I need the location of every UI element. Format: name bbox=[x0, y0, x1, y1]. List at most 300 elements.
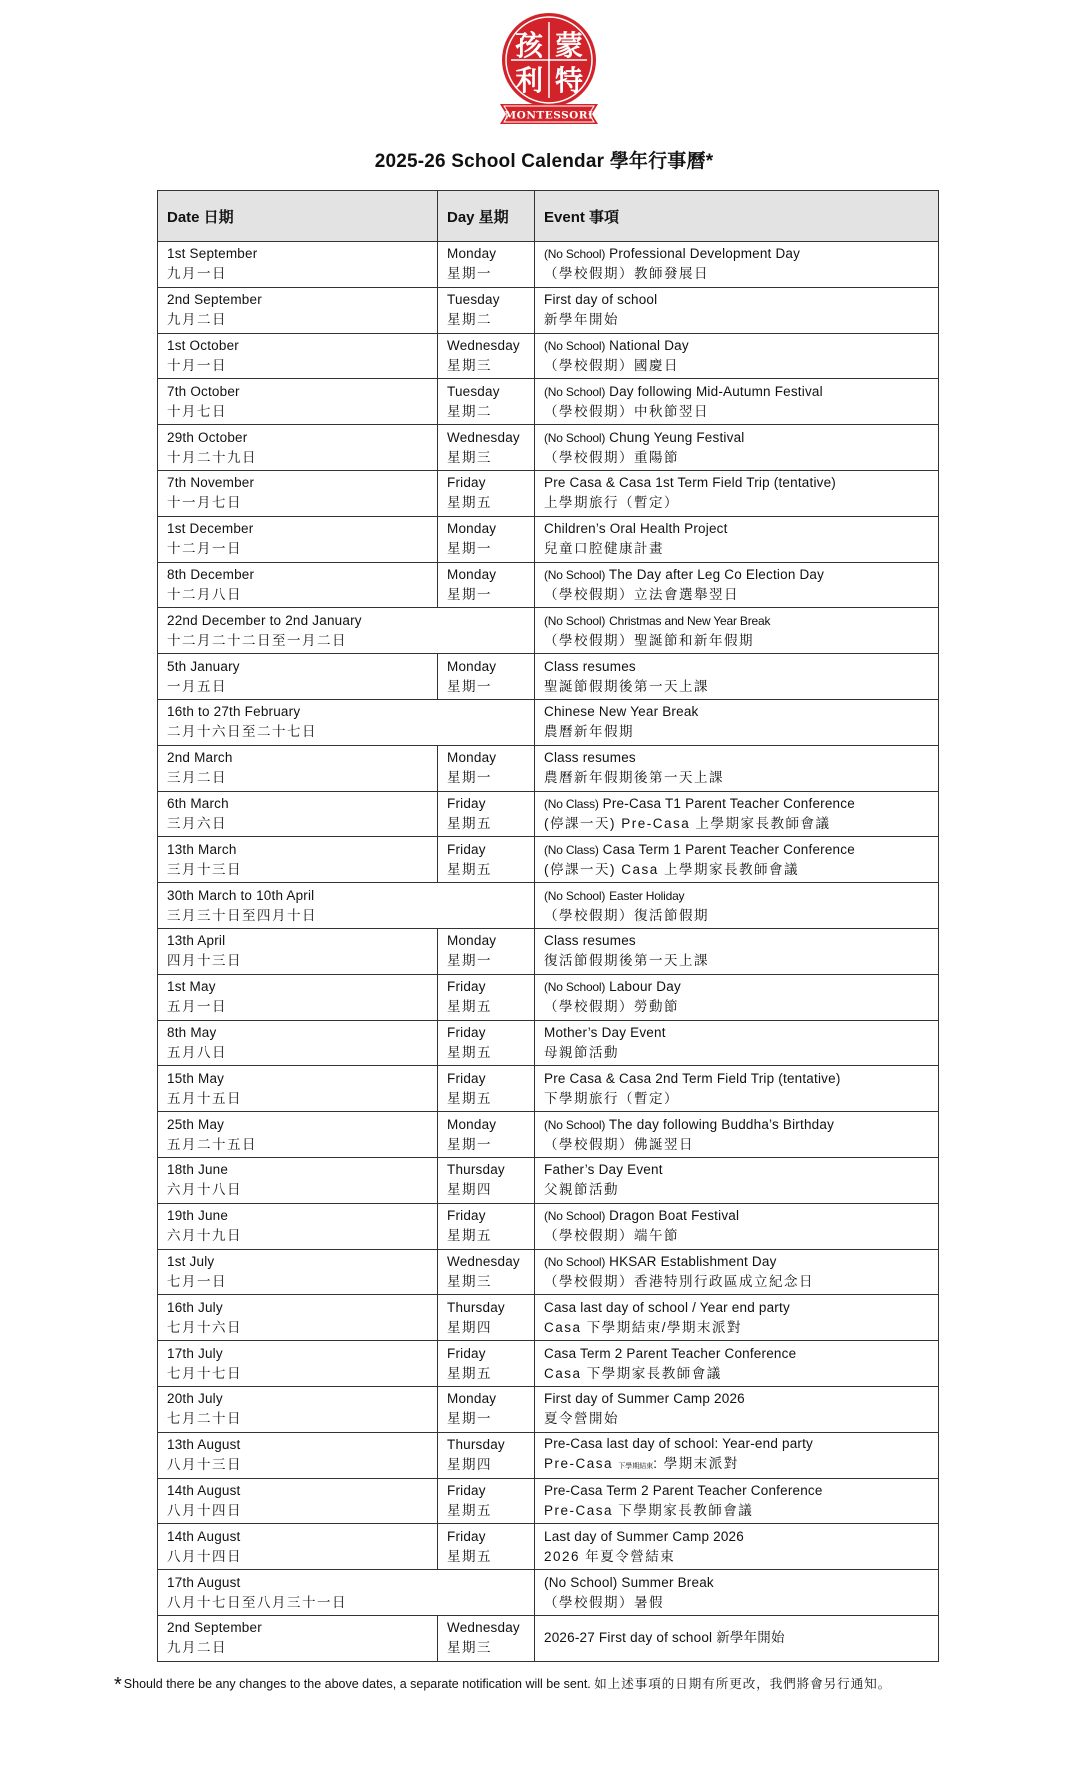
event-english-line bbox=[544, 428, 929, 448]
event-cell bbox=[535, 1112, 939, 1158]
event-tag: (No School) bbox=[544, 567, 606, 582]
day-content bbox=[447, 519, 525, 559]
day-chinese: 星期四 bbox=[447, 1319, 492, 1335]
date-cell bbox=[158, 1203, 438, 1249]
day-content bbox=[447, 1435, 525, 1475]
event-english-line bbox=[544, 1628, 929, 1648]
date-english: 14th August bbox=[167, 1528, 241, 1544]
day-english: Monday bbox=[447, 566, 497, 582]
logo-char: 利 bbox=[514, 64, 544, 97]
date-english: 16th to 27th February bbox=[167, 704, 301, 720]
date-cell bbox=[158, 1524, 438, 1570]
date-english: 7th November bbox=[167, 475, 255, 491]
event-chinese: （學校假期）立法會選舉翌日 bbox=[544, 586, 739, 602]
date-chinese: 三月十三日 bbox=[167, 861, 242, 877]
day-chinese: 星期五 bbox=[447, 1365, 492, 1381]
logo-char: 特 bbox=[554, 64, 584, 97]
event-english: Chung Yeung Festival bbox=[609, 429, 745, 445]
event-cell bbox=[535, 562, 939, 608]
day-cell bbox=[438, 1524, 535, 1570]
day-english: Thursday bbox=[447, 1162, 505, 1178]
day-chinese: 星期一 bbox=[447, 541, 492, 557]
day-english: Wednesday bbox=[447, 337, 520, 353]
date-cell bbox=[158, 1386, 438, 1432]
date-chinese: 四月十三日 bbox=[167, 953, 242, 969]
event-content bbox=[544, 1023, 929, 1063]
date-english: 2nd March bbox=[167, 750, 233, 766]
date-content bbox=[167, 1573, 525, 1613]
day-content bbox=[447, 382, 525, 422]
calendar-row bbox=[158, 608, 939, 654]
event-tag: (No School) bbox=[544, 613, 606, 628]
event-chinese: (停課一天) Casa 上學期家長教師會議 bbox=[544, 861, 800, 877]
date-english: 29th October bbox=[167, 429, 248, 445]
day-cell bbox=[438, 837, 535, 883]
day-chinese: 星期五 bbox=[447, 1502, 492, 1518]
calendar-row bbox=[158, 470, 939, 516]
day-content bbox=[447, 748, 525, 788]
day-english: Monday bbox=[447, 1391, 497, 1407]
date-english: 8th May bbox=[167, 1024, 217, 1040]
day-chinese: 星期五 bbox=[447, 1228, 492, 1244]
date-cell bbox=[158, 791, 438, 837]
date-chinese: 八月十四日 bbox=[167, 1502, 242, 1518]
date-chinese: 十二月八日 bbox=[167, 586, 242, 602]
day-content bbox=[447, 794, 525, 834]
footnote-star: * bbox=[114, 1674, 122, 1696]
date-english: 1st May bbox=[167, 979, 216, 995]
date-english: 13th April bbox=[167, 933, 226, 949]
day-cell bbox=[438, 333, 535, 379]
day-content bbox=[447, 1527, 525, 1567]
day-content bbox=[447, 473, 525, 513]
date-chinese: 三月三十日至四月十日 bbox=[167, 907, 317, 923]
date-chinese: 十一月七日 bbox=[167, 495, 242, 511]
calendar-row bbox=[158, 928, 939, 974]
date-english: 22nd December to 2nd January bbox=[167, 612, 362, 628]
calendar-row bbox=[158, 1066, 939, 1112]
calendar-row bbox=[158, 1203, 939, 1249]
calendar-row bbox=[158, 1295, 939, 1341]
date-english: 25th May bbox=[167, 1116, 225, 1132]
date-english: 18th June bbox=[167, 1162, 229, 1178]
event-english: Mother’s Day Event bbox=[544, 1024, 666, 1040]
event-content bbox=[544, 886, 929, 926]
date-cell bbox=[158, 837, 438, 883]
date-content bbox=[167, 473, 428, 513]
event-english-line bbox=[544, 1252, 929, 1272]
event-english: Class resumes bbox=[544, 750, 636, 766]
event-content bbox=[544, 473, 929, 513]
day-content bbox=[447, 931, 525, 971]
event-english-line bbox=[544, 1527, 929, 1547]
calendar-row bbox=[158, 516, 939, 562]
event-chinese: （學校假期）中秋節翌日 bbox=[544, 403, 709, 419]
date-chinese: 七月十七日 bbox=[167, 1365, 242, 1381]
day-content bbox=[447, 1115, 525, 1155]
event-chinese: 2026 年夏令營結束 bbox=[544, 1548, 676, 1564]
event-cell bbox=[535, 1341, 939, 1387]
event-english-line bbox=[544, 1023, 929, 1043]
date-english: 8th December bbox=[167, 566, 255, 582]
day-english: Thursday bbox=[447, 1299, 505, 1315]
event-chinese: (停課一天) Pre-Casa 上學期家長教師會議 bbox=[544, 815, 831, 831]
calendar-row bbox=[158, 1112, 939, 1158]
event-tag: (No Class) bbox=[544, 842, 599, 857]
event-english-line bbox=[544, 244, 929, 264]
day-chinese: 星期四 bbox=[447, 1457, 492, 1473]
event-english: Casa Term 2 Parent Teacher Conference bbox=[544, 1345, 797, 1361]
event-english: Casa last day of school / Year end party bbox=[544, 1299, 790, 1315]
event-cell bbox=[535, 242, 939, 288]
date-content bbox=[167, 565, 428, 605]
event-english: 2026-27 First day of school 新學年開始 bbox=[544, 1630, 785, 1646]
calendar-row bbox=[158, 1524, 939, 1570]
event-content bbox=[544, 1206, 929, 1246]
event-english-line bbox=[544, 1069, 929, 1089]
day-cell bbox=[438, 470, 535, 516]
event-tag: (No School) bbox=[544, 338, 606, 353]
event-chinese: 兒童口腔健康計畫 bbox=[544, 541, 664, 557]
event-content bbox=[544, 1344, 929, 1384]
calendar-table bbox=[157, 190, 939, 1662]
day-english: Friday bbox=[447, 841, 486, 857]
event-english-line bbox=[544, 1206, 929, 1226]
day-cell bbox=[438, 791, 535, 837]
event-tag: (No School) bbox=[544, 430, 606, 445]
event-chinese: Pre-Casa 下學期家長教師會議 bbox=[544, 1502, 754, 1518]
day-content bbox=[447, 1344, 525, 1384]
event-english: The Day after Leg Co Election Day bbox=[608, 566, 825, 582]
event-chinese: : 學期末派對 bbox=[653, 1455, 739, 1471]
event-english: Last day of Summer Camp 2026 bbox=[544, 1528, 744, 1544]
day-english: Friday bbox=[447, 795, 486, 811]
day-content bbox=[447, 1069, 525, 1109]
day-chinese: 星期三 bbox=[447, 357, 492, 373]
event-chinese: Casa 下學期結束/學期末派對 bbox=[544, 1319, 743, 1335]
event-cell bbox=[535, 1020, 939, 1066]
day-content bbox=[447, 840, 525, 880]
event-cell bbox=[535, 974, 939, 1020]
date-content bbox=[167, 519, 428, 559]
day-chinese: 星期二 bbox=[447, 312, 492, 328]
date-english: 16th July bbox=[167, 1299, 223, 1315]
event-english-line bbox=[544, 886, 929, 906]
event-english: Children’s Oral Health Project bbox=[544, 521, 728, 537]
day-cell bbox=[438, 974, 535, 1020]
date-chinese: 三月二日 bbox=[167, 770, 227, 786]
date-english: 1st October bbox=[167, 337, 239, 353]
logo-banner-text: MONTESSORI bbox=[504, 109, 594, 122]
event-chinese: Casa 下學期家長教師會議 bbox=[544, 1365, 722, 1381]
event-cell bbox=[535, 1066, 939, 1112]
date-content bbox=[167, 1160, 428, 1200]
day-cell bbox=[438, 562, 535, 608]
event-content bbox=[544, 336, 929, 376]
date-english: 1st September bbox=[167, 246, 258, 262]
event-content bbox=[544, 1115, 929, 1155]
calendar-row bbox=[158, 242, 939, 288]
event-english: HKSAR Establishment Day bbox=[609, 1253, 777, 1269]
day-content bbox=[447, 565, 525, 605]
event-english-line bbox=[544, 840, 929, 860]
date-content bbox=[167, 1115, 428, 1155]
event-tag: (No School) bbox=[544, 247, 606, 262]
event-chinese: 父親節活動 bbox=[544, 1182, 619, 1198]
calendar-row bbox=[158, 1386, 939, 1432]
date-chinese: 八月十四日 bbox=[167, 1548, 242, 1564]
date-content bbox=[167, 382, 428, 422]
day-english: Friday bbox=[447, 1208, 486, 1224]
event-content bbox=[544, 931, 929, 971]
event-tag: (No School) bbox=[544, 1117, 606, 1132]
event-english-line bbox=[544, 702, 929, 722]
day-chinese: 星期一 bbox=[447, 678, 492, 694]
day-content bbox=[447, 1023, 525, 1063]
date-cell bbox=[158, 974, 438, 1020]
date-content bbox=[167, 1069, 428, 1109]
logo-char: 蒙 bbox=[554, 29, 584, 62]
date-content bbox=[167, 428, 428, 468]
calendar-row bbox=[158, 974, 939, 1020]
date-content bbox=[167, 1206, 428, 1246]
page-title: 2025-26 School Calendar 學年行事曆* bbox=[374, 151, 714, 172]
day-chinese: 星期一 bbox=[447, 953, 492, 969]
day-english: Friday bbox=[447, 1024, 486, 1040]
event-chinese: （學校假期）復活節假期 bbox=[544, 907, 709, 923]
date-cell bbox=[158, 699, 535, 745]
date-chinese: 七月一日 bbox=[167, 1273, 227, 1289]
date-cell bbox=[158, 883, 535, 929]
event-english-line bbox=[544, 1115, 929, 1135]
date-cell bbox=[158, 1341, 438, 1387]
day-content bbox=[447, 244, 525, 284]
day-cell bbox=[438, 1112, 535, 1158]
event-content bbox=[544, 702, 929, 742]
event-english-line bbox=[544, 748, 929, 768]
event-cell bbox=[535, 287, 939, 333]
event-chinese: 母親節活動 bbox=[544, 1044, 619, 1060]
event-english: Dragon Boat Festival bbox=[609, 1208, 740, 1224]
event-chinese: （學校假期）佛誕翌日 bbox=[544, 1136, 694, 1152]
event-cell bbox=[535, 1157, 939, 1203]
day-chinese: 星期五 bbox=[447, 495, 492, 511]
event-cell bbox=[535, 1524, 939, 1570]
date-cell bbox=[158, 608, 535, 654]
day-cell bbox=[438, 654, 535, 700]
day-chinese: 星期五 bbox=[447, 1548, 492, 1564]
date-english: 19th June bbox=[167, 1208, 229, 1224]
date-content bbox=[167, 1344, 428, 1384]
event-cell bbox=[535, 791, 939, 837]
day-cell bbox=[438, 928, 535, 974]
date-cell bbox=[158, 1295, 438, 1341]
date-cell bbox=[158, 1112, 438, 1158]
event-cell bbox=[535, 699, 939, 745]
event-tag: (No School) bbox=[544, 980, 606, 995]
date-cell bbox=[158, 745, 438, 791]
event-chinese: （學校假期）勞動節 bbox=[544, 999, 679, 1015]
day-content bbox=[447, 290, 525, 330]
day-cell bbox=[438, 379, 535, 425]
date-chinese: 三月六日 bbox=[167, 815, 227, 831]
date-cell bbox=[158, 425, 438, 471]
event-english: Pre Casa & Casa 1st Term Field Trip (tentative) bbox=[544, 475, 837, 491]
day-english: Monday bbox=[447, 658, 497, 674]
event-content bbox=[544, 1527, 929, 1567]
event-cell bbox=[535, 333, 939, 379]
event-english-line bbox=[544, 1481, 929, 1501]
day-cell bbox=[438, 1341, 535, 1387]
event-english: Chinese New Year Break bbox=[544, 704, 699, 720]
date-english: 2nd September bbox=[167, 1620, 262, 1636]
event-english: Class resumes bbox=[544, 933, 636, 949]
event-chinese: （學校假期）重陽節 bbox=[544, 449, 679, 465]
event-cell bbox=[535, 837, 939, 883]
event-english: Professional Development Day bbox=[609, 246, 801, 262]
date-chinese: 五月八日 bbox=[167, 1044, 227, 1060]
event-english-line bbox=[544, 473, 929, 493]
date-content bbox=[167, 657, 428, 697]
header-day: Day 星期 bbox=[438, 191, 535, 242]
event-chinese: 聖誕節假期後第一天上課 bbox=[544, 678, 709, 694]
event-content bbox=[544, 1389, 929, 1429]
event-english-line bbox=[544, 1298, 929, 1318]
event-english: Pre-Casa last day of school: Year-end party bbox=[544, 1435, 813, 1451]
event-english: Christmas and New Year Break bbox=[609, 613, 771, 628]
day-english: Thursday bbox=[447, 1437, 505, 1453]
event-cell bbox=[535, 745, 939, 791]
date-content bbox=[167, 702, 525, 742]
day-english: Monday bbox=[447, 750, 497, 766]
calendar-row bbox=[158, 883, 939, 929]
date-chinese: 七月十六日 bbox=[167, 1319, 242, 1335]
day-english: Monday bbox=[447, 521, 497, 537]
logo-char: 孩 bbox=[514, 29, 544, 62]
event-cell bbox=[535, 1570, 939, 1616]
date-content bbox=[167, 840, 428, 880]
calendar-row bbox=[158, 1478, 939, 1524]
event-english-line bbox=[544, 1389, 929, 1409]
event-chinese: （學校假期）國慶日 bbox=[544, 357, 679, 373]
date-chinese: 九月二日 bbox=[167, 312, 227, 328]
date-chinese: 五月一日 bbox=[167, 999, 227, 1015]
event-content bbox=[544, 794, 929, 834]
date-chinese: 十月七日 bbox=[167, 403, 227, 419]
event-cell bbox=[535, 1615, 939, 1661]
date-cell bbox=[158, 1432, 438, 1478]
event-english: Pre Casa & Casa 2nd Term Field Trip (tentative) bbox=[544, 1070, 841, 1086]
event-english: First day of school bbox=[544, 292, 658, 308]
event-cell bbox=[535, 883, 939, 929]
date-english: 5th January bbox=[167, 658, 240, 674]
day-cell bbox=[438, 1157, 535, 1203]
calendar-row bbox=[158, 1615, 939, 1661]
day-cell bbox=[438, 1478, 535, 1524]
event-content bbox=[544, 1628, 929, 1648]
date-cell bbox=[158, 928, 438, 974]
day-cell bbox=[438, 242, 535, 288]
event-content bbox=[544, 565, 929, 605]
event-english: Labour Day bbox=[609, 979, 681, 995]
day-chinese: 星期三 bbox=[447, 449, 492, 465]
day-english: Tuesday bbox=[447, 383, 500, 399]
calendar-row bbox=[158, 562, 939, 608]
event-chinese: （學校假期）聖誕節和新年假期 bbox=[544, 632, 754, 648]
calendar-row bbox=[158, 425, 939, 471]
day-chinese: 星期一 bbox=[447, 586, 492, 602]
date-english: 17th July bbox=[167, 1345, 223, 1361]
date-english: 1st December bbox=[167, 521, 254, 537]
event-english: (No School) Summer Break bbox=[544, 1574, 714, 1590]
day-english: Friday bbox=[447, 1345, 486, 1361]
calendar-row bbox=[158, 837, 939, 883]
event-cell bbox=[535, 608, 939, 654]
date-content bbox=[167, 1481, 428, 1521]
event-cell bbox=[535, 1203, 939, 1249]
date-english: 20th July bbox=[167, 1391, 223, 1407]
day-cell bbox=[438, 425, 535, 471]
header-event: Event 事項 bbox=[535, 191, 939, 242]
date-chinese: 八月十七日至八月三十一日 bbox=[167, 1594, 347, 1610]
event-english-line bbox=[544, 290, 929, 310]
calendar-row bbox=[158, 1249, 939, 1295]
event-tag: (No School) bbox=[544, 384, 606, 399]
event-chinese: 復活節假期後第一天上課 bbox=[544, 953, 709, 969]
date-content bbox=[167, 1618, 428, 1658]
event-content bbox=[544, 1573, 929, 1613]
calendar-row bbox=[158, 1020, 939, 1066]
event-english: First day of Summer Camp 2026 bbox=[544, 1391, 745, 1407]
day-content bbox=[447, 1389, 525, 1429]
date-cell bbox=[158, 1066, 438, 1112]
event-chinese: （學校假期）香港特別行政區成立紀念日 bbox=[544, 1273, 814, 1289]
date-chinese: 五月十五日 bbox=[167, 1090, 242, 1106]
event-chinese: 農曆新年假期後第一天上課 bbox=[544, 770, 724, 786]
day-chinese: 星期三 bbox=[447, 1273, 492, 1289]
date-chinese: 九月一日 bbox=[167, 266, 227, 282]
day-chinese: 星期五 bbox=[447, 815, 492, 831]
date-cell bbox=[158, 1249, 438, 1295]
day-english: Friday bbox=[447, 475, 486, 491]
event-english-line bbox=[544, 519, 929, 539]
event-english-line bbox=[544, 657, 929, 677]
day-content bbox=[447, 1252, 525, 1292]
date-english: 13th March bbox=[167, 841, 237, 857]
event-content bbox=[544, 748, 929, 788]
date-chinese: 六月十八日 bbox=[167, 1182, 242, 1198]
event-english-line bbox=[544, 336, 929, 356]
day-cell bbox=[438, 287, 535, 333]
date-chinese: 七月二十日 bbox=[167, 1411, 242, 1427]
date-cell bbox=[158, 379, 438, 425]
date-content bbox=[167, 1527, 428, 1567]
day-content bbox=[447, 1298, 525, 1338]
date-cell bbox=[158, 1020, 438, 1066]
day-content bbox=[447, 1481, 525, 1521]
date-chinese: 六月十九日 bbox=[167, 1228, 242, 1244]
date-cell bbox=[158, 1157, 438, 1203]
event-chinese: 夏令營開始 bbox=[544, 1411, 619, 1427]
day-english: Friday bbox=[447, 979, 486, 995]
event-content bbox=[544, 840, 929, 880]
montessori-logo-icon bbox=[494, 10, 604, 126]
school-logo bbox=[494, 10, 604, 126]
day-chinese: 星期三 bbox=[447, 1640, 492, 1656]
footnote-chinese: 如上述事項的日期有所更改，我們將會另行通知。 bbox=[594, 1677, 892, 1691]
day-cell bbox=[438, 1066, 535, 1112]
event-cell bbox=[535, 516, 939, 562]
